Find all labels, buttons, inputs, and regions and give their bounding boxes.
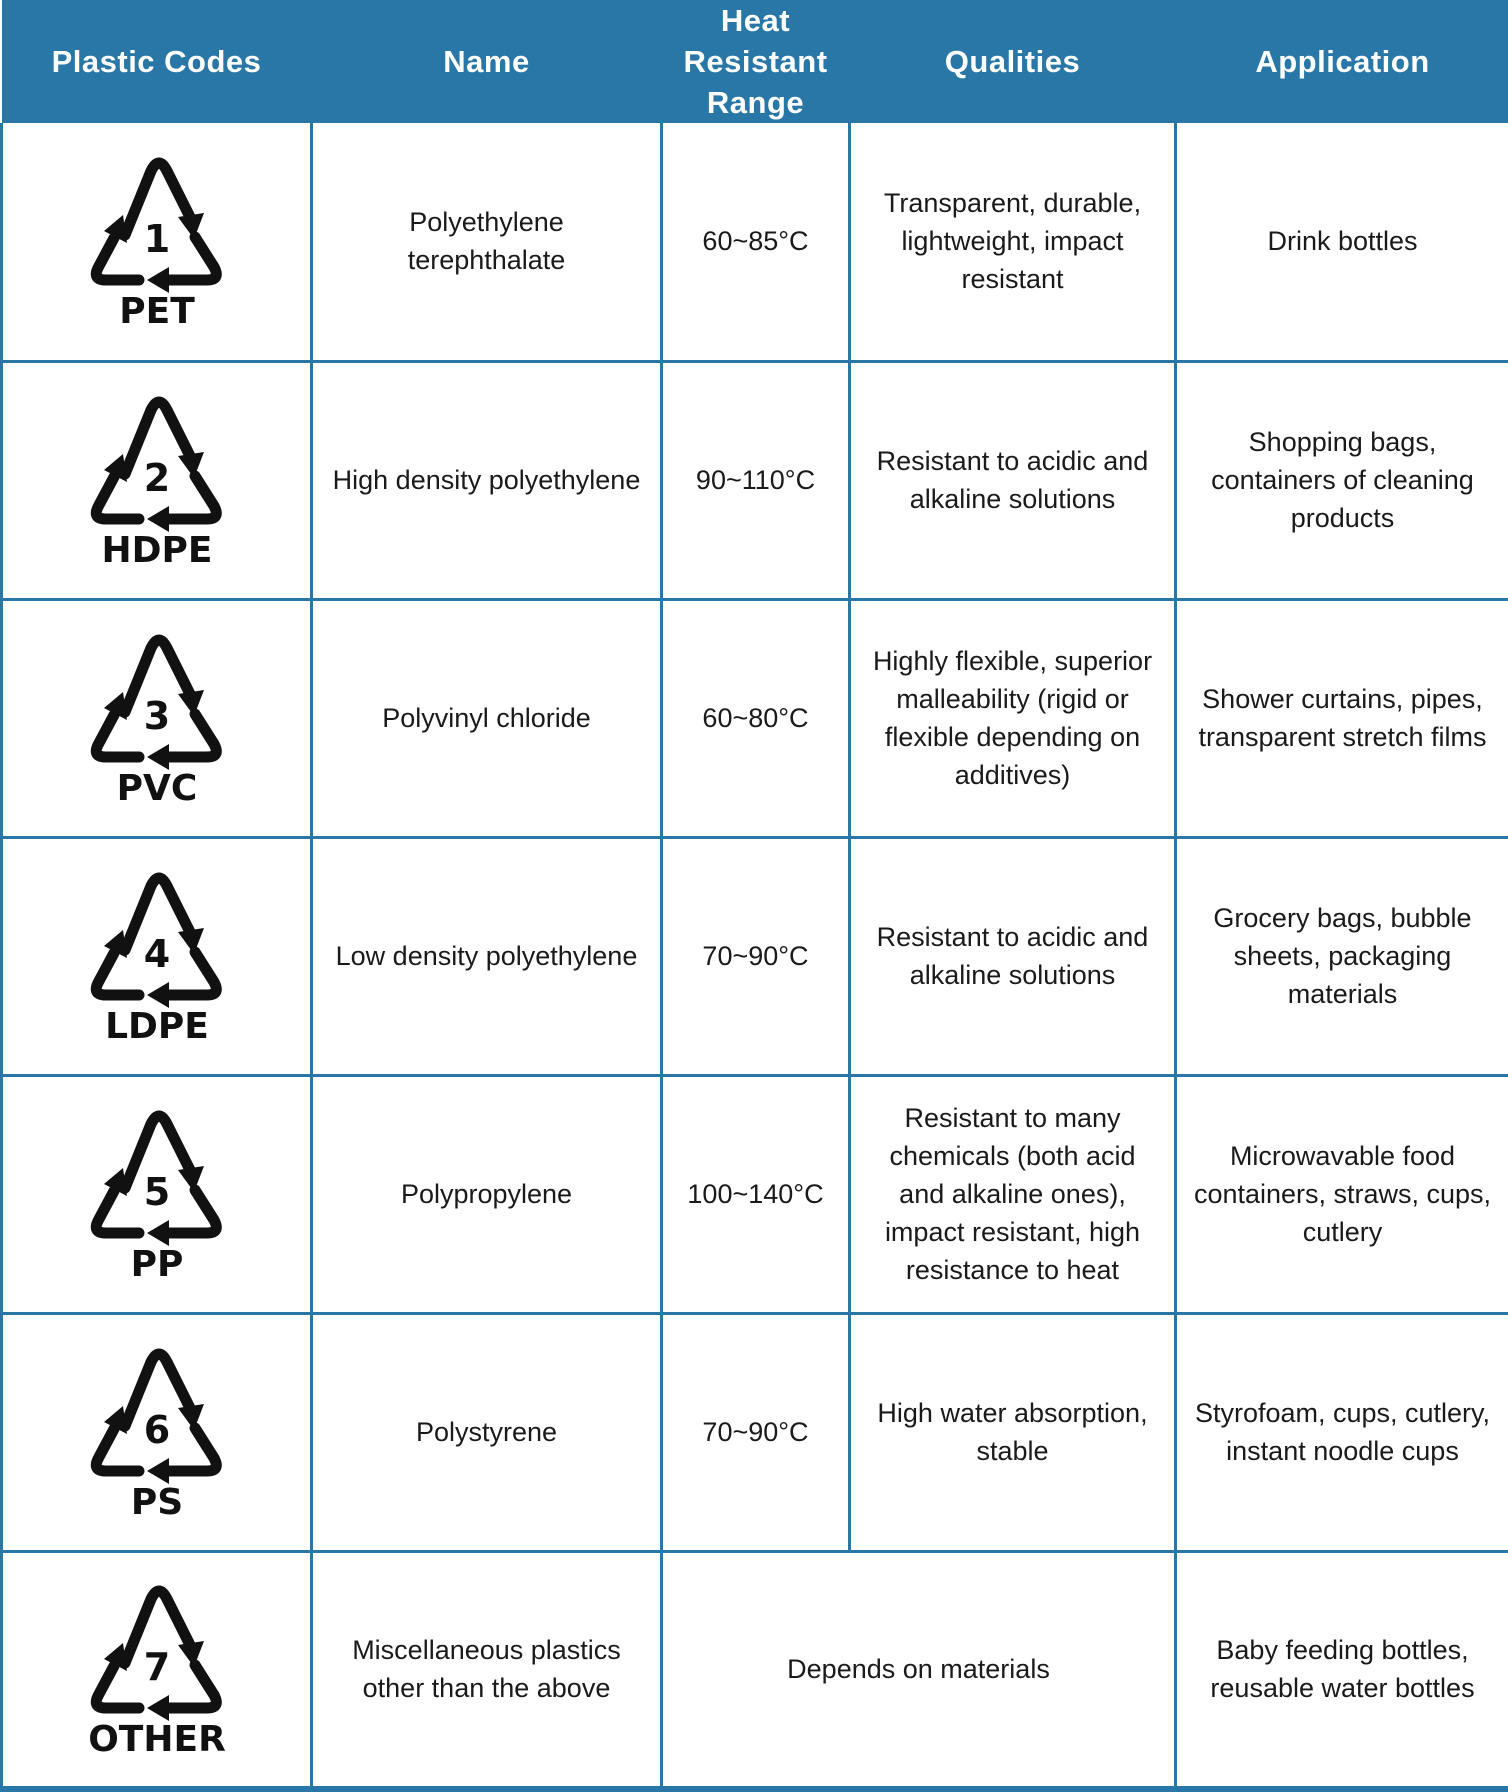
svg-text:OTHER: OTHER bbox=[88, 1719, 226, 1759]
qualities: Resistant to many chemicals (both acid and alkaline ones), impact resistant, high resistance to heat bbox=[850, 1075, 1176, 1313]
table-row bbox=[2, 1551, 1508, 1789]
qualities: Resistant to acidic and alkaline solutions bbox=[850, 837, 1176, 1075]
application: Shower curtains, pipes, transparent stretch films bbox=[1176, 599, 1508, 837]
application: Baby feeding bottles, reusable water bottles bbox=[1176, 1551, 1508, 1789]
recycling-triangle-icon bbox=[87, 1104, 227, 1284]
plastic-code-cell bbox=[2, 1313, 312, 1551]
svg-text:PP: PP bbox=[130, 1244, 183, 1284]
header-application: Application bbox=[1176, 0, 1508, 123]
recycling-triangle-icon bbox=[87, 151, 227, 331]
heat-range: 90~110°C bbox=[662, 361, 850, 599]
header-heat-resistant-range: Heat Resistant Range bbox=[662, 0, 850, 123]
plastic-name: Polypropylene bbox=[312, 1075, 662, 1313]
plastic-code-cell bbox=[2, 837, 312, 1075]
header-plastic-codes: Plastic Codes bbox=[2, 0, 312, 123]
heat-range: 100~140°C bbox=[662, 1075, 850, 1313]
header-qualities: Qualities bbox=[850, 0, 1176, 123]
recycling-triangle-icon bbox=[87, 1579, 227, 1759]
recycling-triangle-icon bbox=[87, 1342, 227, 1522]
svg-text:PVC: PVC bbox=[116, 768, 197, 808]
qualities: Transparent, durable, lightweight, impact resistant bbox=[850, 123, 1176, 361]
svg-text:3: 3 bbox=[143, 694, 169, 738]
header-name: Name bbox=[312, 0, 662, 123]
plastic-code-cell bbox=[2, 599, 312, 837]
svg-text:6: 6 bbox=[143, 1408, 169, 1452]
plastic-name: Polyvinyl chloride bbox=[312, 599, 662, 837]
table-row bbox=[2, 1313, 1508, 1551]
heat-range-and-qualities: Depends on materials bbox=[662, 1551, 1176, 1789]
application: Grocery bags, bubble sheets, packaging materials bbox=[1176, 837, 1508, 1075]
qualities: Highly flexible, superior malleability (rigid or flexible depending on additives) bbox=[850, 599, 1176, 837]
application: Microwavable food containers, straws, cups, cutlery bbox=[1176, 1075, 1508, 1313]
application: Styrofoam, cups, cutlery, instant noodle cups bbox=[1176, 1313, 1508, 1551]
plastic-name: High density polyethylene bbox=[312, 361, 662, 599]
plastic-code-cell bbox=[2, 361, 312, 599]
svg-text:5: 5 bbox=[143, 1170, 169, 1214]
heat-range: 60~85°C bbox=[662, 123, 850, 361]
svg-text:2: 2 bbox=[143, 456, 169, 500]
plastic-name: Miscellaneous plastics other than the above bbox=[312, 1551, 662, 1789]
plastic-code-cell bbox=[2, 123, 312, 361]
heat-range: 70~90°C bbox=[662, 837, 850, 1075]
heat-range: 70~90°C bbox=[662, 1313, 850, 1551]
application: Shopping bags, containers of cleaning products bbox=[1176, 361, 1508, 599]
table-row bbox=[2, 837, 1508, 1075]
qualities: High water absorption, stable bbox=[850, 1313, 1176, 1551]
heat-range: 60~80°C bbox=[662, 599, 850, 837]
table-row bbox=[2, 1075, 1508, 1313]
plastic-name: Low density polyethylene bbox=[312, 837, 662, 1075]
plastic-code-cell bbox=[2, 1551, 312, 1789]
recycling-triangle-icon bbox=[87, 866, 227, 1046]
recycling-triangle-icon bbox=[87, 390, 227, 570]
svg-text:LDPE: LDPE bbox=[105, 1006, 209, 1046]
plastic-code-cell bbox=[2, 1075, 312, 1313]
table-row bbox=[2, 599, 1508, 837]
plastic-name: Polystyrene bbox=[312, 1313, 662, 1551]
svg-text:7: 7 bbox=[143, 1645, 169, 1689]
table-row bbox=[2, 361, 1508, 599]
recycling-triangle-icon bbox=[87, 628, 227, 808]
application: Drink bottles bbox=[1176, 123, 1508, 361]
table-row bbox=[2, 123, 1508, 361]
svg-text:PET: PET bbox=[119, 291, 195, 331]
qualities: Resistant to acidic and alkaline solutions bbox=[850, 361, 1176, 599]
svg-text:PS: PS bbox=[130, 1482, 182, 1522]
header-row bbox=[2, 0, 1508, 123]
plastic-name: Polyethylene terephthalate bbox=[312, 123, 662, 361]
svg-text:4: 4 bbox=[143, 932, 169, 976]
svg-text:HDPE: HDPE bbox=[101, 530, 212, 570]
svg-text:1: 1 bbox=[143, 217, 169, 261]
